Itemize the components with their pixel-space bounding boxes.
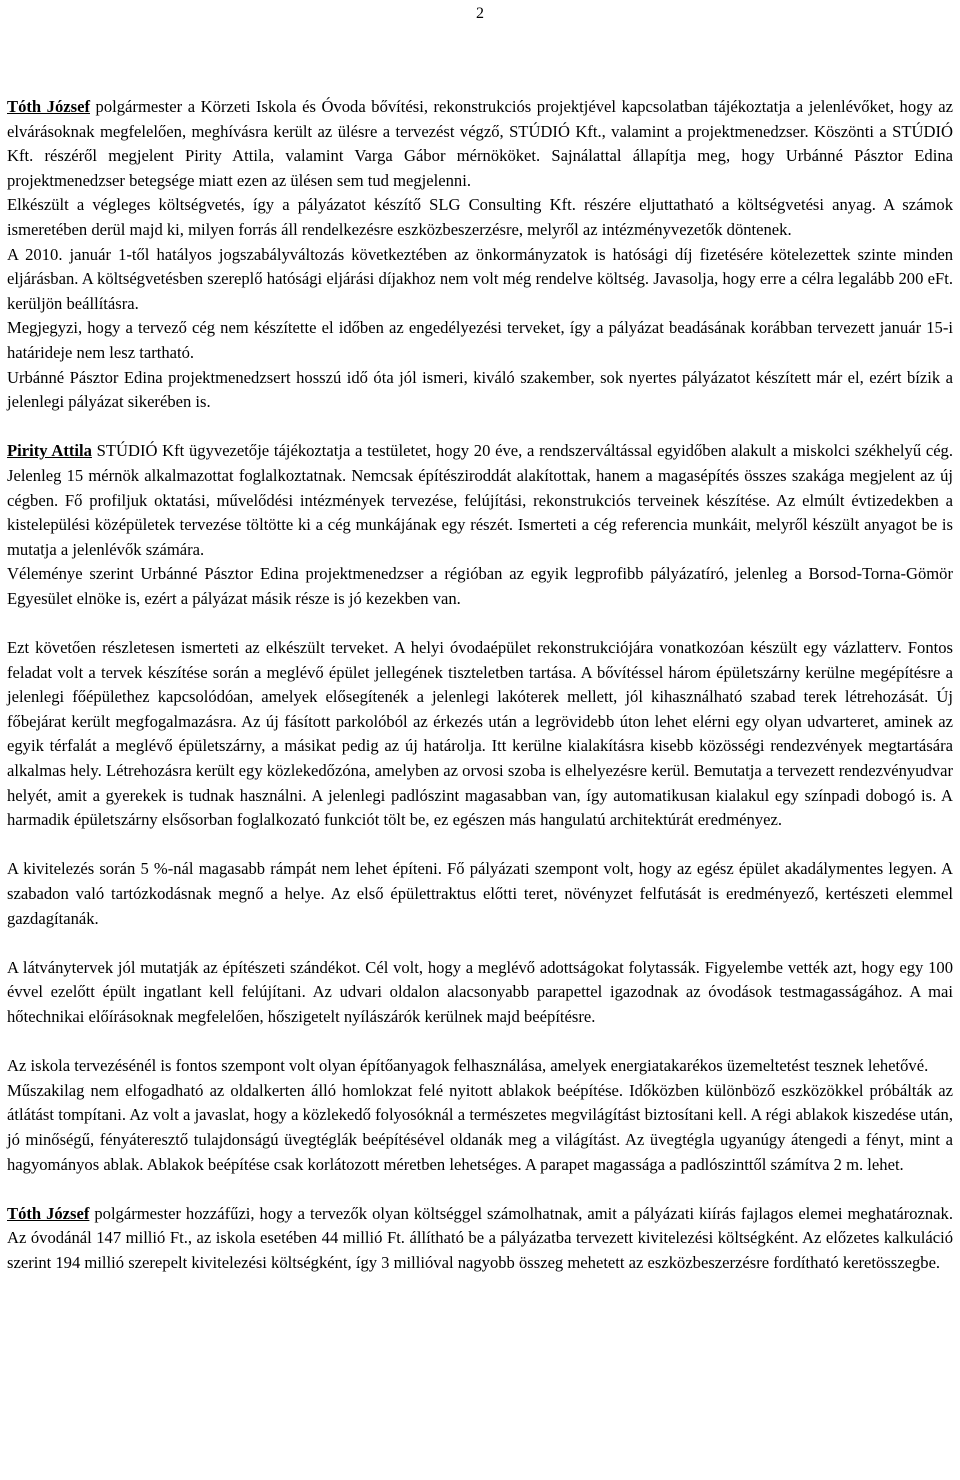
paragraph-accessibility: A kivitelezés során 5 %-nál magasabb rámpát nem lehet építeni. Fő pályázati szempont volt, hogy az egész épület akadálymentes legyen. A szabadon való tartózkodásnak megnő a helye. Az első épülettraktus előtti teret, növényzet felfutását is eredményező, kertészeti elemmel gazdagítanák.: [7, 859, 953, 928]
paragraph-school-design: Az iskola tervezésénél is fontos szempont volt olyan építőanyagok felhasználása, amelyek energiatakarékos üzemeltetést tesznek lehetővé.: [7, 1056, 929, 1076]
spacer: [7, 611, 953, 636]
paragraph-company-intro: Pirity Attila STÚDIÓ Kft ügyvezetője tájékoztatja a testületet, hogy 20 éve, a rendszerváltással egyidőben alakult a miskolci székhelyű cég. Jelenleg 15 mérnök alkalmazottat foglalkoztatnak. Nemcsak építésziroddát alakítottak, hanem a magasépítés összes szakága megjelent az új cégben. Fő profiljuk oktatási, művelődési intézmények tervezése, felújítási, rekonstrukciós terveinek készítése. Az elmúlt évtizedekben a kistelepülési középületek tervezése töltötte ki a cég munkájának egy részét. Ismerteti a cég referencia munkáit, melyről készült anyagot be is mutatja a jelenlévők számára.: [7, 441, 953, 559]
paragraph-manager: Urbánné Pásztor Edina projektmenedzsert hosszú idő óta jól ismeri, kiváló szakember, sok nyertes pályázatot készített már el, ezért bízik a jelenlegi pályázat sikerében is.: [7, 367, 953, 412]
paragraph-visual-plans: A látványtervek jól mutatják az építészeti szándékot. Cél volt, hogy a meglévő adottságokat folytassák. Figyelembe vették azt, hogy egy 100 évvel ezelőtt épült ingatlant kell felújítani. Az udvari oldalon alacsonyabb parapettel igazodnak az óvodások testmagasságához. A mai hőtechnikai előírásoknak megfelelően, hőszigetelt nyílászárók kerülnek majd beépítésre.: [7, 957, 953, 1026]
speaker-name: Tóth József: [7, 97, 90, 116]
paragraph-deadline: Megjegyzi, hogy a tervező cég nem készítette el időben az engedélyezési terveket, így a pályázat beadásának korábban tervezett január 15-i határideje nem lesz tartható.: [7, 318, 953, 362]
page-number: 2: [476, 5, 484, 22]
paragraph-windows: Műszakilag nem elfogadható az oldalkerten álló homlokzat felé nyitott ablakok beépítése. Időközben különböző eszközökkel próbálták az átlátást tompítani. Az volt a javaslat, hogy a közlekedő folyosóknál a természetes megvilágítást biztosítani kell. A régi ablakok kiszedése után, jó minőségű, fényáteresztő tulajdonságú üvegtéglák beépítésével oldanák meg a világítást. Az üvegtégla ugyanúgy átengedi a fényt, mint a hagyományos ablak. Ablakok beépítése csak korlátozott méretben lehetséges. A parapet magassága a padlószinttől számítva 2 m. lehet.: [7, 1080, 953, 1174]
speaker-name: Tóth József: [7, 1203, 90, 1223]
document-body: [7, 95, 953, 1276]
spacer: [7, 1030, 953, 1055]
spacer: [7, 931, 953, 956]
spacer: [7, 833, 953, 858]
paragraph-budget: Elkészült a végleges költségvetés, így a pályázatot készítő SLG Consulting Kft. részére eljuttatható a költségvetési anyag. A számok ismeretében derül majd ki, milyen forrás áll rendelkezésre eszközbeszerzésre, melyről az intézményvezetők döntenek.: [7, 195, 953, 239]
spacer: [7, 1177, 953, 1202]
paragraph-mayor-intro: Tóth József polgármester a Körzeti Iskola és Óvoda bővítési, rekonstrukciós projektjével kapcsolatban tájékoztatja a jelenlévőket, hogy az elvárásoknak megfelelően, meghívásra került az ülésre a tervezést végző, STÚDIÓ Kft., valamint a projektmenedzser. Köszönti a STÚDIÓ Kft. részéről megjelent Pirity Attila, valamint Varga Gábor mérnököket. Sajnálattal állapítja meg, hogy Urbánné Pásztor Edina projektmenedzser betegsége miatt ezen az ülésen sem tud megjelenni.: [7, 97, 954, 190]
paragraph-kindergarten-plans: Ezt követően részletesen ismerteti az elkészült terveket. A helyi óvodaépület rekonstrukciójára vonatkozóan készült egy vázlatterv. Fontos feladat volt a tervek készítése során a meglévő épület jellegének tiszteletben tartása. A bővítéssel három épületszárny kerülne megépítésre a jelenlegi főépülethez kapcsolódóan, amelyek elősegítenék a jelenlegi lakóterek mellett, jól kihasználható szabad terek létrehozását. Új főbejárat került megfogalmazásra. Az új fásított parkolóból az érkezés után a legrövidebb úton lehet elérni egy olyan udvarteret, aminek az egyik térfalát a meglévő épületszárny, a másikat pedig az új határolja. Itt kerülne kialakításra kisebb közösségi rendezvények megtartására alkalmas hely. Létrehozásra került egy közlekedőzóna, amelyben az orvosi szoba is elhelyezésre kerül. Bemutatja a tervezett rendezvényudvar helyét, amit a gyerekek is tudnak használni. A jelenlegi padlószint magasabban van, így automatikusan kialakul egy színpadi dobogó is. A harmadik épületszárny elsősorban foglalkozató funkciót tölt be, ez egészen más hangulatú architektúrát eredményez.: [7, 638, 953, 830]
speaker-name: Pirity Attila: [7, 441, 92, 461]
paragraph-mayor-costs: Tóth József polgármester hozzáfűzi, hogy a tervezők olyan költséggel számolhatnak, amit a pályázati kiírás fajlagos elemei meghatároznak. Az óvodánál 147 millió Ft., az iskola esetében 44 millió Ft. állítható be a pályázatba tervezett kivitelezési költségként. Az előzetes kalkuláció szerint 194 millió szerepelt kivitelezési költségként, így 3 millióval nagyobb összeg mehetett az eszközbeszerzésre fordítható keretösszegbe.: [7, 1203, 953, 1272]
spacer: [7, 415, 953, 440]
paragraph-opinion: Véleménye szerint Urbánné Pásztor Edina projektmenedzser a régióban az egyik legprofibb pályázatíró, jelenleg a Borsod-Torna-Gömör Egyesület elnöke is, ezért a pályázat másik része is jó kezekben van.: [7, 564, 953, 608]
paragraph-fees: A 2010. január 1-től hatályos jogszabályváltozás következtében az önkormányzatok is hatósági díj fizetésére kötelezettek szinte minden eljárásban. A költségvetésben szereplő hatósági eljárási díjakhoz nem volt még rendelve költség. Javasolja, hogy erre a célra legalább 200 eFt. kerüljön beállításra.: [7, 244, 953, 313]
